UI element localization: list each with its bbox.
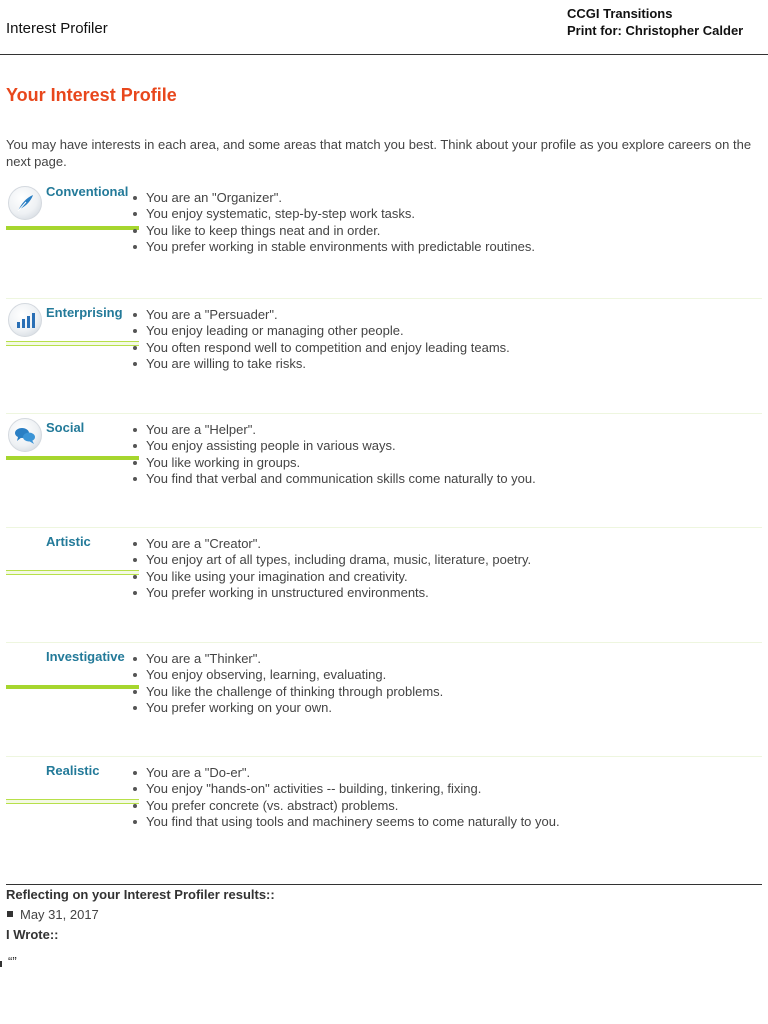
trait-item: You are willing to take risks.: [146, 356, 510, 372]
trait-item: You like the challenge of thinking through problems.: [146, 683, 444, 699]
org-name: CCGI Transitions: [567, 6, 673, 21]
trait-item: You prefer working in unstructured environments.: [146, 585, 531, 601]
square-bullet-icon: [7, 911, 13, 917]
area-investigative: [6, 642, 762, 757]
area-name: Artistic: [46, 534, 91, 549]
reflection-title: Reflecting on your Interest Profiler results::: [6, 887, 275, 902]
area-traits: [146, 307, 510, 372]
trait-item: You enjoy "hands-on" activities -- building, tinkering, fixing.: [146, 781, 560, 797]
trait-item: You are an "Organizer".: [146, 190, 535, 206]
trait-item: You are a "Persuader".: [146, 307, 510, 323]
divider: [6, 884, 762, 885]
area-traits: [146, 765, 560, 830]
edge-mark: [0, 961, 2, 967]
trait-item: You find that using tools and machinery seems to come naturally to you.: [146, 813, 560, 829]
trait-item: You often respond well to competition and enjoy leading teams.: [146, 339, 510, 355]
area-artistic: [6, 527, 762, 642]
page-header: [0, 0, 768, 55]
bar-chart-icon: [6, 301, 46, 337]
page-title: Your Interest Profile: [6, 85, 177, 105]
trait-item: You like working in groups.: [146, 455, 536, 471]
area-traits: [146, 536, 531, 601]
trait-item: You are a "Creator".: [146, 536, 531, 552]
area-name: Investigative: [46, 649, 125, 664]
trait-item: You are a "Thinker".: [146, 651, 443, 667]
area-enterprising: [6, 298, 762, 413]
reflection-response: “”: [8, 954, 17, 969]
area-social: [6, 413, 762, 528]
trait-item: You enjoy leading or managing other people.: [146, 323, 510, 339]
interest-bar: [6, 341, 139, 346]
print-info: [567, 5, 743, 39]
area-name: Realistic: [46, 763, 100, 778]
area-conventional: [6, 184, 762, 299]
area-realistic: [6, 756, 762, 871]
speech-bubbles-icon: [6, 416, 46, 452]
app-title: Interest Profiler: [6, 20, 108, 37]
wrote-label: I Wrote::: [6, 927, 59, 942]
trait-item: You are a "Helper".: [146, 422, 536, 438]
area-name: Social: [46, 420, 85, 435]
trait-item: You enjoy systematic, step-by-step work tasks.: [146, 206, 535, 222]
interest-bar: [6, 570, 139, 575]
area-traits: [146, 422, 536, 487]
area-traits: [146, 190, 535, 255]
trait-item: You enjoy assisting people in various ways.: [146, 438, 536, 454]
trait-item: You find that verbal and communication skills come naturally to you.: [146, 470, 536, 486]
trait-item: You enjoy observing, learning, evaluating.: [146, 667, 443, 683]
trait-item: You are a "Do-er".: [146, 765, 560, 781]
area-name: Enterprising: [46, 305, 123, 320]
print-for: Print for: Christopher Calder: [567, 23, 744, 38]
reflection-date-row: [7, 907, 99, 922]
interest-bar: [6, 799, 139, 804]
trait-item: You like to keep things neat and in order.: [146, 223, 535, 239]
interest-bar: [6, 456, 139, 460]
trait-item: You like using your imagination and creativity.: [146, 569, 531, 585]
trait-item: You prefer concrete (vs. abstract) problems.: [146, 798, 560, 814]
area-traits: [146, 651, 443, 716]
trait-item: You prefer working on your own.: [146, 700, 443, 716]
intro-text: You may have interests in each area, and some areas that match you best. Think about your profile as you explore careers on the next page.: [6, 137, 752, 169]
area-name: Conventional: [46, 184, 129, 199]
quill-pen-icon: [6, 184, 46, 220]
reflection-date: May 31, 2017: [20, 907, 99, 922]
interest-bar: [6, 685, 139, 689]
interest-bar: [6, 226, 139, 230]
trait-item: You enjoy art of all types, including drama, music, literature, poetry.: [146, 552, 532, 568]
trait-item: You prefer working in stable environments with predictable routines.: [146, 238, 536, 254]
